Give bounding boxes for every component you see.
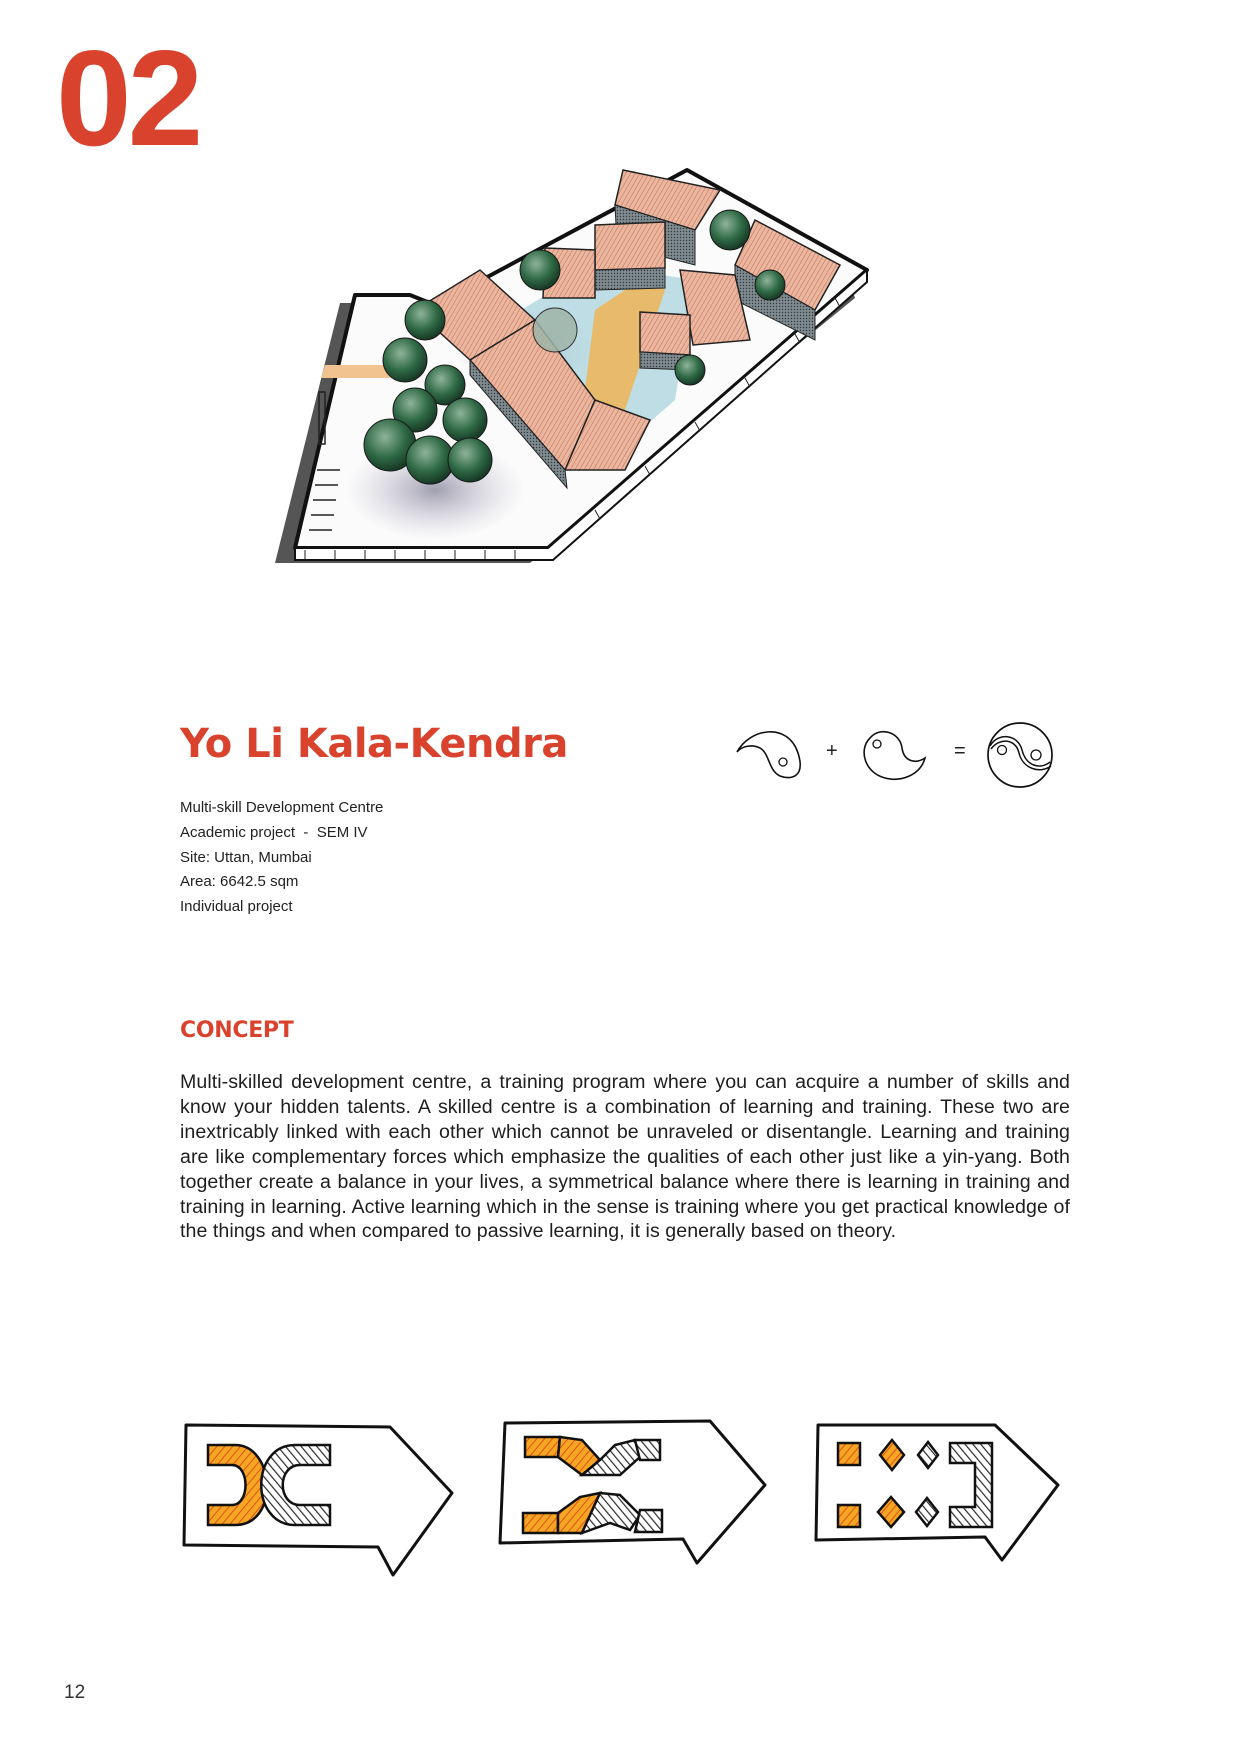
- project-number: 02: [56, 22, 200, 174]
- site-isometric-sketch: [295, 170, 975, 640]
- concept-sketches: [180, 1415, 1080, 1590]
- project-academic: Academic project - SEM IV: [180, 823, 368, 841]
- project-mode: Individual project: [180, 898, 293, 916]
- equals-operator: =: [954, 740, 966, 762]
- page-number: 12: [64, 1682, 86, 1703]
- sketch-stage-1: [184, 1425, 452, 1575]
- sketch-stage-3: [816, 1425, 1058, 1560]
- project-site: Site: Uttan, Mumbai: [180, 848, 312, 866]
- plus-operator: +: [826, 740, 838, 762]
- project-type: Multi-skill Development Centre: [180, 799, 384, 816]
- concept-body: Multi-skilled development centre, a training program where you can acquire a number of skills and know your hidden talents. A skilled centre is a combination of learning and training. These two are inextricably linked with each other which cannot be unraveled or disentangle. Learning and training are like complementary forces which emphasize the qualities of each other just like a yin-yang. Both together create a balance in your lives, a symmetrical balance where there is learning in training and training in learning. Active learning which in the sense is training where you get practical knowledge of the things and when compared to passive learning, it is generally based on theory.: [180, 1071, 1070, 1243]
- project-area: Area: 6642.5 sqm: [180, 873, 299, 891]
- project-title: Yo Li Kala-Kendra: [180, 721, 568, 767]
- isometric-drawing-svg: [295, 170, 975, 640]
- yin-yang-icon: [730, 718, 1070, 793]
- project-details: [180, 796, 383, 920]
- yin-yang-equation: [730, 718, 1070, 793]
- sketch-stage-2: [500, 1421, 765, 1563]
- concept-heading: CONCEPT: [180, 1018, 294, 1043]
